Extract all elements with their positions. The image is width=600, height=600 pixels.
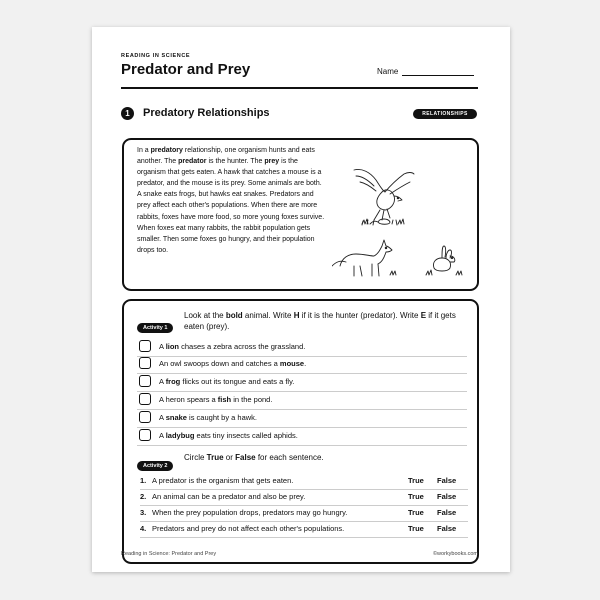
text-run: Circle: [184, 453, 207, 462]
text-run: A: [159, 377, 166, 386]
text-run: for each sentence.: [255, 453, 324, 462]
item-sentence: [159, 413, 257, 422]
false-option[interactable]: False: [437, 492, 457, 501]
bold-term: ladybug: [165, 431, 195, 440]
text-run: is the organism that gets eaten. A hawk that catches a mouse is a predator, and the mouse is its prey. Some animals are both. A snake eats frogs, but hawks eat snakes. Predators and prey affect each other's populations. When there are more rabbits, foxes have more food, so more young foxes survive. When foxes eat many rabbits, the rabbit population gets smaller. Then some foxes go hungry, and their population drops too.: [137, 158, 325, 254]
subject-kicker: READING IN SCIENCE: [121, 53, 191, 59]
name-label: Name: [377, 67, 399, 76]
true-option[interactable]: True: [408, 524, 424, 533]
section-number-badge: 1: [121, 107, 134, 120]
activity-1-item: [137, 374, 467, 392]
text-run: An owl swoops down and catches a: [159, 359, 280, 368]
item-sentence: [159, 342, 305, 351]
text-run: animal. Write: [242, 311, 294, 320]
worksheet-page: [92, 27, 510, 572]
text-run: In a: [137, 147, 151, 154]
reading-passage: [137, 145, 327, 256]
item-sentence: [159, 359, 306, 368]
item-sentence: [159, 431, 298, 440]
text-run: A: [159, 413, 166, 422]
item-number: 3.: [140, 508, 147, 517]
activity-2-label: Activity 2: [137, 461, 173, 471]
bold-term: predator: [178, 158, 207, 166]
text-run: A heron spears a: [159, 395, 218, 404]
activities-box: [122, 299, 479, 564]
text-run: A: [159, 342, 166, 351]
true-option[interactable]: True: [408, 492, 424, 501]
bold-term: snake: [165, 413, 187, 422]
bold-term: fish: [217, 395, 232, 404]
activity-1-item: [137, 339, 467, 357]
activity-1-item: [137, 410, 467, 428]
true-false-row: [140, 490, 468, 506]
item-number: 4.: [140, 524, 147, 533]
bold-term: True: [206, 453, 224, 462]
item-number: 1.: [140, 476, 147, 485]
true-option[interactable]: True: [408, 476, 424, 485]
bold-term: mouse: [279, 359, 305, 368]
item-number: 2.: [140, 492, 147, 501]
item-sentence: [159, 395, 272, 404]
answer-checkbox[interactable]: [139, 357, 151, 369]
answer-checkbox[interactable]: [139, 375, 151, 387]
true-false-row: [140, 506, 468, 522]
text-run: is the hunter. The: [206, 158, 265, 166]
text-run: eats tiny insects called aphids.: [194, 431, 298, 440]
text-run: flicks out its tongue and eats a fly.: [180, 377, 295, 386]
bold-term: bold: [225, 311, 243, 320]
false-option[interactable]: False: [437, 524, 457, 533]
reading-passage-box: [122, 138, 479, 291]
true-option[interactable]: True: [408, 508, 424, 517]
answer-checkbox[interactable]: [139, 411, 151, 423]
bold-term: prey: [264, 158, 280, 166]
text-run: if it gets eaten (prey).: [184, 311, 456, 331]
section-title: Predatory Relationships: [143, 107, 270, 119]
bold-term: E: [420, 311, 427, 320]
activity-1-badge: [137, 316, 173, 334]
activity-1-instruction: [184, 310, 474, 332]
answer-checkbox[interactable]: [139, 393, 151, 405]
false-option[interactable]: False: [437, 476, 457, 485]
footer-title: Reading in Science: Predator and Prey: [121, 551, 217, 557]
text-run: or: [223, 453, 236, 462]
name-blank-line[interactable]: [402, 67, 474, 76]
statement-text: An animal can be a predator and also be prey.: [152, 492, 306, 501]
text-run: in the pond.: [231, 395, 273, 404]
true-false-row: [140, 522, 468, 538]
relationships-tag: RELATIONSHIPS: [413, 109, 477, 119]
text-run: A: [159, 431, 166, 440]
activity-2-instruction: [184, 453, 324, 462]
bold-term: False: [235, 453, 256, 462]
true-false-row: [140, 474, 468, 490]
statement-text: When the prey population drops, predators may go hungry.: [152, 508, 348, 517]
text-run: .: [304, 359, 307, 368]
statement-text: Predators and prey do not affect each other's populations.: [152, 524, 345, 533]
bold-term: frog: [165, 377, 181, 386]
footer-copyright: ©workybooks.com: [432, 551, 478, 557]
hawk-fox-rabbit-illustration: [332, 158, 472, 278]
bold-term: predatory: [150, 147, 183, 154]
statement-text: A predator is the organism that gets eaten.: [152, 476, 294, 485]
text-run: if it is the hunter (predator). Write: [299, 311, 421, 320]
false-option[interactable]: False: [437, 508, 457, 517]
name-field: [377, 67, 474, 76]
text-run: Look at the: [184, 311, 226, 320]
activity-1-item: [137, 428, 467, 446]
answer-checkbox[interactable]: [139, 340, 151, 352]
bold-term: H: [293, 311, 300, 320]
activity-1-item: [137, 356, 467, 374]
header-divider: [121, 87, 478, 89]
item-sentence: [159, 377, 294, 386]
activity-2-badge: [137, 454, 173, 472]
bold-term: lion: [165, 342, 180, 351]
answer-checkbox[interactable]: [139, 429, 151, 441]
text-run: relationship, one organism hunts and eats another. The: [137, 147, 315, 166]
activity-1-item: [137, 392, 467, 410]
page-title: Predator and Prey: [121, 61, 251, 78]
text-run: chases a zebra across the grassland.: [179, 342, 306, 351]
text-run: is caught by a hawk.: [186, 413, 258, 422]
activity-1-label: Activity 1: [137, 323, 173, 333]
